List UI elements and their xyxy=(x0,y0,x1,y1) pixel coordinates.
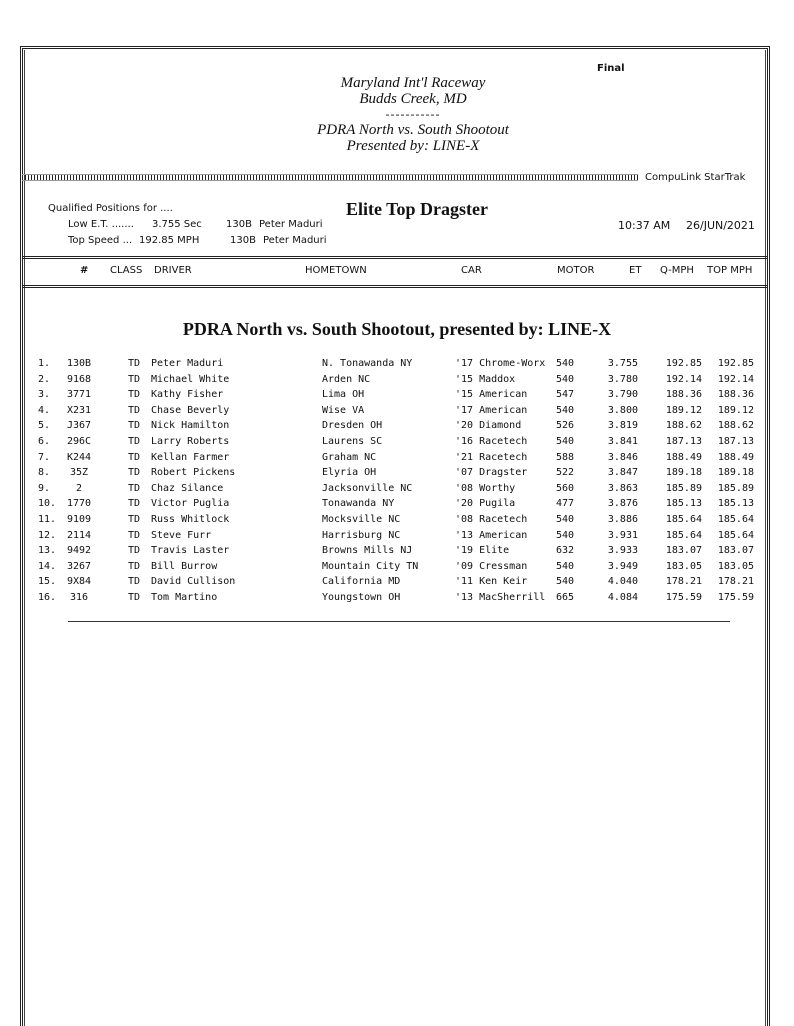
table-row xyxy=(0,467,794,483)
driver-cell: Travis Laster xyxy=(151,545,230,557)
car-number-cell: 3267 xyxy=(66,560,92,572)
dotted-divider xyxy=(22,174,638,181)
driver-cell: Nick Hamilton xyxy=(151,420,230,432)
motor-cell: 588 xyxy=(556,451,575,463)
motor-cell: 522 xyxy=(556,467,575,479)
motor-cell: 526 xyxy=(556,420,575,432)
col-header-class: CLASS xyxy=(110,265,143,276)
table-row xyxy=(0,498,794,514)
et-cell: 3.876 xyxy=(607,498,638,510)
position-cell: 15. xyxy=(38,576,57,588)
car-number-cell: 2 xyxy=(75,482,83,494)
motor-cell: 540 xyxy=(556,404,575,416)
col-header-topmph: TOP MPH xyxy=(707,265,753,276)
topmph-cell: 185.64 xyxy=(717,529,754,541)
qmph-cell: 192.14 xyxy=(665,373,702,385)
col-header-hometown: HOMETOWN xyxy=(305,265,367,276)
class-title: Elite Top Dragster xyxy=(346,199,488,219)
driver-cell: Kellan Farmer xyxy=(151,451,230,463)
car-cell: '15 American xyxy=(455,389,528,401)
topmph-cell: 185.64 xyxy=(717,513,754,525)
table-row xyxy=(0,576,794,592)
et-cell: 3.841 xyxy=(607,435,638,447)
top-speed-value: 192.85 MPH xyxy=(139,235,200,246)
car-cell: '20 Diamond xyxy=(455,420,522,432)
driver-cell: Chase Beverly xyxy=(151,404,230,416)
qmph-cell: 185.64 xyxy=(665,529,702,541)
table-row xyxy=(0,420,794,436)
motor-cell: 540 xyxy=(556,513,575,525)
report-time: 10:37 AM xyxy=(618,219,671,232)
driver-cell: David Cullison xyxy=(151,576,236,588)
position-cell: 2. xyxy=(38,373,51,385)
table-row xyxy=(0,405,794,421)
qmph-cell: 188.62 xyxy=(665,420,702,432)
top-speed-car: 130B xyxy=(230,235,256,246)
topmph-cell: 188.36 xyxy=(717,389,754,401)
qmph-cell: 188.49 xyxy=(665,451,702,463)
car-number-cell: 9492 xyxy=(66,545,92,557)
class-cell: TD xyxy=(128,513,141,525)
col-header-car: CAR xyxy=(461,265,482,276)
table-row xyxy=(0,530,794,546)
report-date: 26/JUN/2021 xyxy=(686,219,755,232)
motor-cell: 540 xyxy=(556,373,575,385)
driver-cell: Peter Maduri xyxy=(151,358,224,369)
et-cell: 4.040 xyxy=(607,576,638,588)
et-cell: 3.846 xyxy=(607,451,638,463)
position-cell: 1. xyxy=(38,358,51,369)
hometown-cell: Youngstown OH xyxy=(322,591,401,603)
event-presenter: Presented by: LINE-X xyxy=(346,138,480,154)
class-cell: TD xyxy=(128,498,141,510)
car-cell: '11 Ken Keir xyxy=(455,576,528,588)
car-number-cell: 316 xyxy=(69,591,89,603)
car-cell: '13 American xyxy=(455,529,528,541)
class-cell: TD xyxy=(128,404,141,416)
qmph-cell: 183.07 xyxy=(665,545,702,557)
topmph-cell: 189.12 xyxy=(717,404,754,416)
car-number-cell: X231 xyxy=(66,404,92,416)
top-speed-line xyxy=(68,235,327,246)
topmph-cell: 192.85 xyxy=(717,358,754,369)
driver-cell: Bill Burrow xyxy=(151,560,218,572)
column-header-top-rule xyxy=(23,256,767,262)
header-separator: ----------- xyxy=(385,107,441,121)
position-cell: 5. xyxy=(38,420,51,432)
qmph-cell: 189.18 xyxy=(665,467,702,479)
car-cell: '15 Maddox xyxy=(455,373,516,385)
topmph-cell: 183.07 xyxy=(717,545,754,557)
car-cell: '07 Dragster xyxy=(455,467,528,479)
hometown-cell: Mountain City TN xyxy=(322,560,419,572)
class-cell: TD xyxy=(128,576,141,588)
topmph-cell: 185.89 xyxy=(717,482,754,494)
low-et-value: 3.755 Sec xyxy=(152,219,202,230)
top-speed-label: Top Speed ... xyxy=(68,235,133,246)
hometown-cell: Lima OH xyxy=(322,389,365,401)
class-cell: TD xyxy=(128,467,141,479)
low-et-line xyxy=(68,219,323,230)
qmph-cell: 185.64 xyxy=(665,513,702,525)
driver-cell: Russ Whitlock xyxy=(151,513,230,525)
et-cell: 3.886 xyxy=(607,513,638,525)
table-row xyxy=(0,374,794,390)
car-number-cell: 9168 xyxy=(66,373,92,385)
hometown-cell: Jacksonville NC xyxy=(322,482,413,494)
motor-cell: 540 xyxy=(556,560,575,572)
qmph-cell: 185.13 xyxy=(665,498,702,510)
et-cell: 3.800 xyxy=(607,404,638,416)
hometown-cell: Laurens SC xyxy=(322,435,383,447)
car-cell: '17 American xyxy=(455,404,528,416)
car-number-cell: K244 xyxy=(66,451,92,463)
car-number-cell: 9X84 xyxy=(66,576,92,588)
topmph-cell: 188.62 xyxy=(717,420,754,432)
position-cell: 8. xyxy=(38,467,51,479)
results-title: PDRA North vs. South Shootout, presented by: LINE-X xyxy=(182,319,612,339)
results-table xyxy=(0,358,794,608)
et-cell: 3.847 xyxy=(607,467,638,479)
track-location: Budds Creek, MD xyxy=(359,91,467,107)
topmph-cell: 188.49 xyxy=(717,451,754,463)
class-cell: TD xyxy=(128,451,141,463)
qmph-cell: 187.13 xyxy=(665,435,702,447)
topmph-cell: 178.21 xyxy=(717,576,754,588)
system-label: CompuLink StarTrak xyxy=(645,172,746,183)
car-cell: '19 Elite xyxy=(455,545,510,557)
col-header-et: ET xyxy=(629,265,642,276)
position-cell: 7. xyxy=(38,451,51,463)
motor-cell: 560 xyxy=(556,482,575,494)
car-cell: '09 Cressman xyxy=(455,560,528,572)
table-row xyxy=(0,436,794,452)
position-cell: 12. xyxy=(38,529,57,541)
qmph-cell: 175.59 xyxy=(665,591,702,603)
et-cell: 3.863 xyxy=(607,482,638,494)
qmph-cell: 192.85 xyxy=(665,358,702,369)
table-row xyxy=(0,452,794,468)
top-speed-driver: Peter Maduri xyxy=(263,235,327,246)
car-cell: '13 MacSherrill xyxy=(455,591,546,603)
table-row xyxy=(0,592,794,608)
topmph-cell: 183.05 xyxy=(717,560,754,572)
column-header-bottom-rule xyxy=(23,285,767,291)
qmph-cell: 185.89 xyxy=(665,482,702,494)
col-header-qmph: Q-MPH xyxy=(660,265,694,276)
et-cell: 3.780 xyxy=(607,373,638,385)
qmph-cell: 189.12 xyxy=(665,404,702,416)
car-cell: '21 Racetech xyxy=(455,451,528,463)
position-cell: 14. xyxy=(38,560,57,572)
event-name: PDRA North vs. South Shootout xyxy=(317,122,509,138)
car-number-cell: 130B xyxy=(66,358,92,369)
table-row xyxy=(0,483,794,499)
low-et-label: Low E.T. ....... xyxy=(68,219,134,230)
motor-cell: 477 xyxy=(556,498,575,510)
class-cell: TD xyxy=(128,560,141,572)
table-row xyxy=(0,514,794,530)
hometown-cell: California MD xyxy=(322,576,401,588)
position-cell: 9. xyxy=(38,482,51,494)
driver-cell: Tom Martino xyxy=(151,591,218,603)
topmph-cell: 189.18 xyxy=(717,467,754,479)
motor-cell: 632 xyxy=(556,545,575,557)
position-cell: 3. xyxy=(38,389,51,401)
class-cell: TD xyxy=(128,545,141,557)
car-number-cell: 3771 xyxy=(66,389,92,401)
hometown-cell: Mocksville NC xyxy=(322,513,401,525)
motor-cell: 540 xyxy=(556,529,575,541)
driver-cell: Steve Furr xyxy=(151,529,212,541)
motor-cell: 540 xyxy=(556,576,575,588)
car-number-cell: 35Z xyxy=(69,467,89,479)
driver-cell: Larry Roberts xyxy=(151,435,230,447)
col-header-motor: MOTOR xyxy=(557,265,595,276)
motor-cell: 540 xyxy=(556,435,575,447)
car-number-cell: 296C xyxy=(66,435,92,447)
qmph-cell: 188.36 xyxy=(665,389,702,401)
qmph-cell: 178.21 xyxy=(665,576,702,588)
class-cell: TD xyxy=(128,358,141,369)
et-cell: 4.084 xyxy=(607,591,638,603)
class-cell: TD xyxy=(128,420,141,432)
class-cell: TD xyxy=(128,529,141,541)
position-cell: 6. xyxy=(38,435,51,447)
position-cell: 11. xyxy=(38,513,57,525)
table-row xyxy=(0,358,794,374)
qmph-cell: 183.05 xyxy=(665,560,702,572)
position-cell: 10. xyxy=(38,498,57,510)
hometown-cell: Browns Mills NJ xyxy=(322,545,413,557)
et-cell: 3.790 xyxy=(607,389,638,401)
et-cell: 3.819 xyxy=(607,420,638,432)
motor-cell: 547 xyxy=(556,389,575,401)
position-cell: 4. xyxy=(38,404,51,416)
hometown-cell: Tonawanda NY xyxy=(322,498,395,510)
hometown-cell: Wise VA xyxy=(322,404,365,416)
topmph-cell: 185.13 xyxy=(717,498,754,510)
topmph-cell: 187.13 xyxy=(717,435,754,447)
driver-cell: Robert Pickens xyxy=(151,467,236,479)
et-cell: 3.931 xyxy=(607,529,638,541)
table-end-rule xyxy=(68,621,730,622)
hometown-cell: N. Tonawanda NY xyxy=(322,358,413,369)
car-cell: '20 Pugila xyxy=(455,498,516,510)
driver-cell: Victor Puglia xyxy=(151,498,230,510)
position-cell: 13. xyxy=(38,545,57,557)
et-cell: 3.949 xyxy=(607,560,638,572)
hometown-cell: Elyria OH xyxy=(322,467,377,479)
et-cell: 3.755 xyxy=(607,358,638,369)
class-cell: TD xyxy=(128,373,141,385)
car-number-cell: 9109 xyxy=(66,513,92,525)
low-et-car: 130B xyxy=(226,219,252,230)
hometown-cell: Graham NC xyxy=(322,451,377,463)
car-number-cell: 2114 xyxy=(66,529,92,541)
driver-cell: Michael White xyxy=(151,373,230,385)
car-cell: '08 Racetech xyxy=(455,513,528,525)
position-cell: 16. xyxy=(38,591,57,603)
motor-cell: 665 xyxy=(556,591,575,603)
car-number-cell: J367 xyxy=(66,420,92,432)
hometown-cell: Dresden OH xyxy=(322,420,383,432)
topmph-cell: 175.59 xyxy=(717,591,754,603)
hometown-cell: Harrisburg NC xyxy=(322,529,401,541)
motor-cell: 540 xyxy=(556,358,575,369)
class-cell: TD xyxy=(128,482,141,494)
table-row xyxy=(0,389,794,405)
table-row xyxy=(0,561,794,577)
topmph-cell: 192.14 xyxy=(717,373,754,385)
et-cell: 3.933 xyxy=(607,545,638,557)
car-cell: '17 Chrome-Worx xyxy=(455,358,546,369)
car-cell: '08 Worthy xyxy=(455,482,516,494)
driver-cell: Kathy Fisher xyxy=(151,389,224,401)
hometown-cell: Arden NC xyxy=(322,373,371,385)
col-header-num: # xyxy=(80,265,89,276)
status-label: Final xyxy=(597,63,625,74)
low-et-driver: Peter Maduri xyxy=(259,219,323,230)
track-name: Maryland Int'l Raceway xyxy=(340,75,486,91)
car-cell: '16 Racetech xyxy=(455,435,528,447)
col-header-driver: DRIVER xyxy=(154,265,192,276)
table-row xyxy=(0,545,794,561)
car-number-cell: 1770 xyxy=(66,498,92,510)
qualified-title: Qualified Positions for .... xyxy=(48,203,173,214)
class-cell: TD xyxy=(128,435,141,447)
class-cell: TD xyxy=(128,389,141,401)
class-cell: TD xyxy=(128,591,141,603)
driver-cell: Chaz Silance xyxy=(151,482,224,494)
